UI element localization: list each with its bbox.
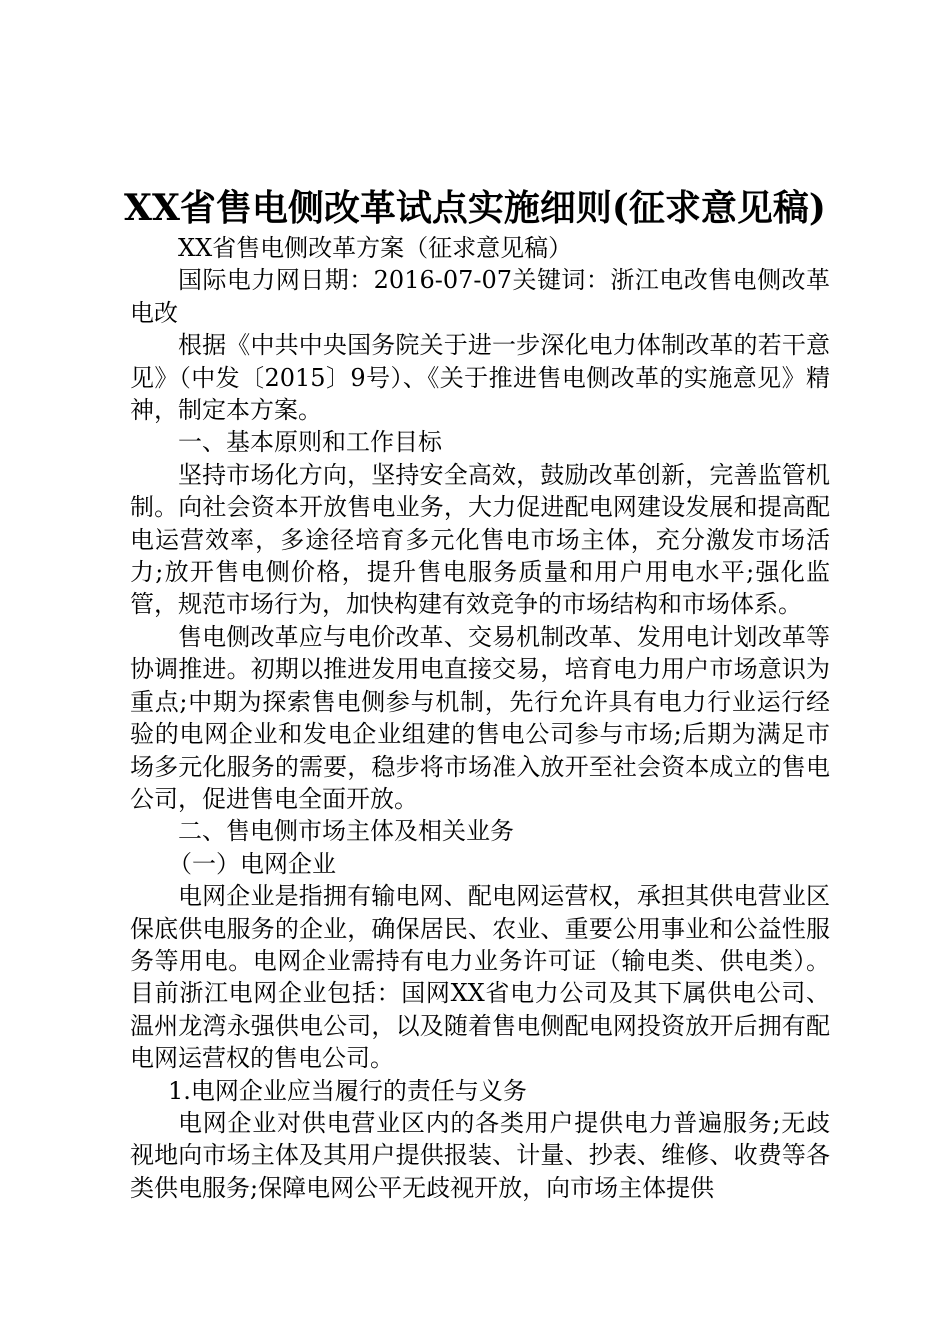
document-title: XX省售电侧改革试点实施细则(征求意见稿) bbox=[124, 187, 826, 229]
subsection-heading-grid-enterprise: （一）电网企业 bbox=[168, 849, 336, 878]
paragraph-plan-title: XX省售电侧改革方案（征求意见稿） bbox=[178, 234, 573, 262]
paragraph-source-info: 国际电力网日期：2016-07-07关键词：浙江电改售电侧改革电改 bbox=[130, 266, 830, 327]
item-heading-responsibilities: 1.电网企业应当履行的责任与义务 bbox=[168, 1076, 527, 1105]
section-heading-principles: 一、基本原则和工作目标 bbox=[178, 428, 442, 457]
paragraph-coordination: 售电侧改革应与电价改革、交易机制改革、发用电计划改革等协调推进。初期以推进发用电直接交易，培育电力用户市场意识为重点;中期为探索售电侧参与机制，先行允许具有电力行业运行经验的电网企业和发电企业组建的售电公司参与市场;后期为满足市场多元化服务的需要，稳步将市场准入放开至社会资本成立的售电公司，促进售电全面开放。 bbox=[130, 622, 830, 813]
paragraph-principles: 坚持市场化方向，坚持安全高效，鼓励改革创新，完善监管机制。向社会资本开放售电业务，大力促进配电网建设发展和提高配电运营效率，多途径培育多元化售电市场主体，充分激发市场活力;放开售电侧价格，提升售电服务质量和用户用电水平;强化监管，规范市场行为，加快构建有效竞争的市场结构和市场体系。 bbox=[130, 460, 830, 619]
paragraph-grid-enterprise: 电网企业是指拥有输电网、配电网运营权，承担其供电营业区保底供电服务的企业，确保居民、农业、重要公用事业和公益性服务等用电。电网企业需持有电力业务许可证（输电类、供电类）。目前浙江电网企业包括：国网XX省电力公司及其下属供电公司、温州龙湾永强供电公司，以及随着售电侧配电网投资放开后拥有配电网运营权的售电公司。 bbox=[130, 882, 830, 1073]
document-body bbox=[130, 232, 830, 1204]
paragraph-basis: 根据《中共中央国务院关于进一步深化电力体制改革的若干意见》（中发〔2015〕9号）、《关于推进售电侧改革的实施意见》精神，制定本方案。 bbox=[130, 331, 830, 425]
paragraph-responsibilities: 电网企业对供电营业区内的各类用户提供电力普遍服务;无歧视地向市场主体及其用户提供报装、计量、抄表、维修、收费等各类供电服务;保障电网公平无歧视开放，向市场主体提供 bbox=[130, 1108, 830, 1202]
section-heading-market-entities: 二、售电侧市场主体及相关业务 bbox=[178, 817, 514, 846]
